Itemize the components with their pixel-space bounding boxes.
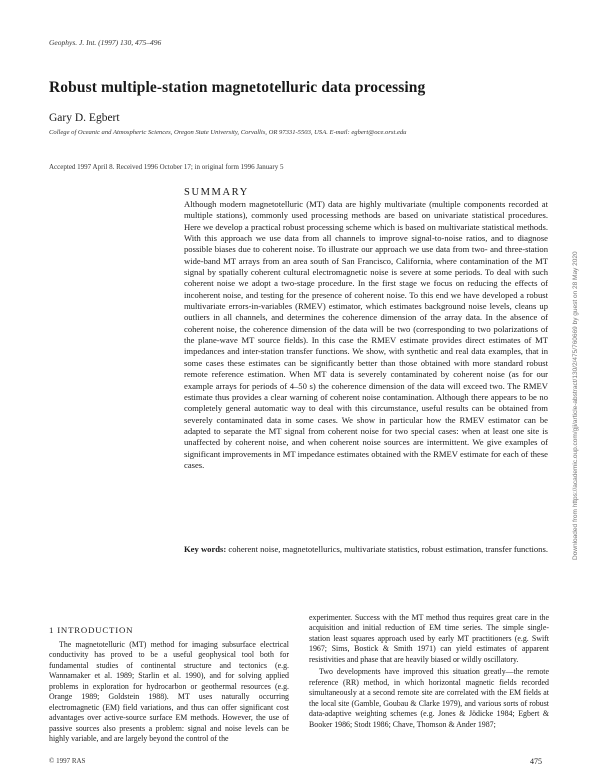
download-side-note: Downloaded from https://academic.oup.com/gji/article-abstract/130/2/475/760669 by guest on 28 May 2020 <box>572 251 579 560</box>
intro-left-column: The magnetotelluric (MT) method for imaging subsurface electrical conductivity has proved to be a useful geophysical tool both for fundamental studies of continental structure and tectonics (e.g. Wannamaker et al. 1989; Starlin et al. 1990), and for solving applied problems in exploration for hydrocarbon or geothermal resources (e.g. Orange 1989; Goldstein 1988). MT uses naturally occurring electromagnetic (EM) field variations, and thus can offer significant cost advantages over active-source surface EM methods. However, the use of passive sources also presents a problem: signal and noise levels can be highly variable, and are largely beyond the control of the <box>49 640 289 744</box>
keywords <box>184 544 548 555</box>
paper-title: Robust multiple-station magnetotelluric data processing <box>49 79 426 96</box>
publication-dates: Accepted 1997 April 8. Received 1996 October 17; in original form 1996 January 5 <box>49 163 284 171</box>
section-heading-introduction: 1 INTRODUCTION <box>49 625 134 635</box>
intro-right-column <box>309 613 549 732</box>
keywords-text: coherent noise, magnetotellurics, multivariate statistics, robust estimation, transfer functions. <box>228 544 548 554</box>
author-name: Gary D. Egbert <box>49 112 120 124</box>
intro-right-paragraph-1: experimenter. Success with the MT method thus requires great care in the acquisition and initial reduction of EM time series. The simple single-station least squares approach used by early MT practitioners (e.g. Swift 1967; Sims, Bostick & Smith 1971) can yield estimates of apparent resistivities and phase that are heavily biased or wildly oscillatory. <box>309 613 549 664</box>
keywords-label: Key words: <box>184 544 227 554</box>
author-affiliation: College of Oceanic and Atmospheric Sciences, Oregon State University, Corvallis, OR 97331-5503, USA. E-mail: egbert@oce.orst.edu <box>49 129 407 136</box>
page-number: 475 <box>530 757 542 766</box>
journal-reference: Geophys. J. Int. (1997) 130, 475–496 <box>49 38 162 47</box>
summary-heading: SUMMARY <box>184 187 249 198</box>
intro-right-paragraph-2: Two developments have improved this situation greatly—the remote reference (RR) method, in which horizontal magnetic fields recorded simultaneously at a second remote site are correlated with the EM fields at the local site (Gamble, Goubau & Clarke 1979), and various sorts of robust data-adaptive weighting schemes (e.g. Jones & Jödicke 1984; Egbert & Booker 1986; Stodt 1986; Chave, Thomson & Ander 1987; <box>309 667 549 729</box>
copyright-footer: © 1997 RAS <box>49 757 86 765</box>
abstract-text: Although modern magnetotelluric (MT) data are highly multivariate (multiple components recorded at multiple stations), commonly used processing methods are based on univariate statistical procedures. Here we develop a practical robust processing scheme which is based on multivariate statistical methods. With this approach we use data from all channels to improve signal-to-noise ratios, and to diagnose possible biases due to coherent noise. To illustrate our approach we use data from two- and three-station wide-band MT arrays from an area south of San Francisco, California, where contamination of the MT signal by spatially coherent cultural electromagnetic noise is severe at some periods. To deal with such coherent noise we adopt a two-stage procedure. In the first stage we focus on reducing the effects of incoherent noise, and testing for the presence of coherent noise. To this end we have developed a robust multivariate errors-in-variables (RMEV) estimator, which estimates background noise levels, cleans up outliers in all channels, and determines the coherence dimension of the array data. In the absence of coherent noise, the coherence dimension of the data will be two (corresponding to two polarizations of the plane-wave MT source fields). In this case the RMEV estimate provides direct estimates of MT impedances and inter-station transfer functions. We show, with synthetic and real data examples, that in some cases these estimates can be significantly better than those obtained with more standard robust remote reference estimation. When MT data is severely contaminated by coherent noise (as for our example arrays for periods of 4–50 s) the coherence dimension of the data will exceed two. The RMEV estimate thus provides a clear warning of coherent noise contamination. Although there appears to be no completely general automatic way to deal with this circumstance, useful results can be obtained from severely contaminated data in some cases. We show in particular how the RMEV estimator can be adapted to separate the MT signal from coherent noise for two special cases: when at least one site is unaffected by coherent noise, and when coherent noise sources are intermittent. We give examples of significant improvements in MT impedance estimates obtained with the RMEV estimate for each of these cases. <box>184 199 548 470</box>
